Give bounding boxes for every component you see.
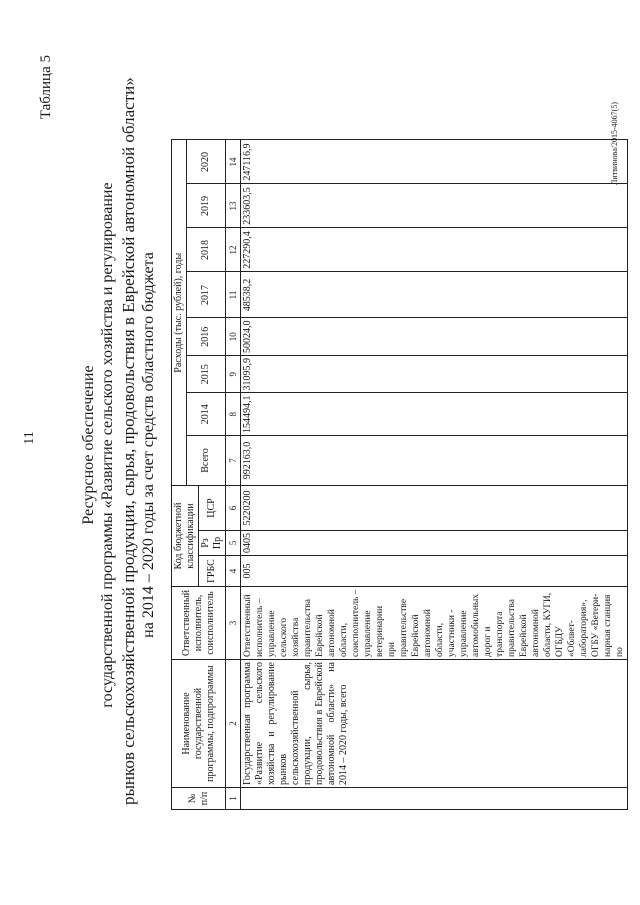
- row-value-2015: 31095,9: [241, 356, 628, 394]
- header-year-2020: 2020: [187, 140, 226, 184]
- column-number: 7: [226, 436, 241, 486]
- column-number: 4: [226, 556, 241, 587]
- resource-table: [171, 140, 628, 811]
- row-program-name: [241, 660, 628, 788]
- header-csr: ЦСР: [199, 486, 226, 531]
- header-year-2014: 2014: [187, 393, 226, 436]
- title-line-2: государственной программы «Развитие сельского хозяйства и регулирование: [99, 182, 116, 708]
- row-program-period: на 2014 – 2020 годы, всего: [326, 662, 349, 785]
- column-number: 5: [226, 531, 241, 556]
- row-program-title: Государственная программа «Развитие сельского хозяйства и регулирование рынков сельскохозяйственной продукции, сырья, продовольствия в Еврейской автономной области»: [242, 662, 337, 785]
- row-grbs: 005: [241, 556, 628, 587]
- header-year-2016: 2016: [187, 318, 226, 356]
- title-line-3: рынков сельскохозяйственной продукции, сырья, продовольствия в Еврейской автономной области»: [119, 77, 138, 805]
- header-year-2018: 2018: [187, 228, 226, 272]
- column-number: 9: [226, 356, 241, 394]
- header-year-2015: 2015: [187, 356, 226, 394]
- header-name: Наименование государственной программы, подпрограммы: [172, 660, 226, 788]
- row-executor: Ответственный исполнитель – управление сельского хозяйства правительства Еврейской автономной области, соисполнитель – управление ветеринарии при правительстве Еврейской автономной области, участники - управление автомобильных дорог и транспорта правительства Еврейской автономной области, КУГИ, ОГБДУ «Облвет-лаборатория», ОГБУ «Ветери-нарная станция по: [241, 587, 628, 660]
- row-value-2018: 227290,4: [241, 228, 628, 272]
- header-executor: Ответственный исполнитель, соисполнитель: [172, 587, 226, 660]
- row-num: [241, 788, 628, 810]
- header-year-2017: 2017: [187, 272, 226, 318]
- row-rzpr: 0405: [241, 531, 628, 556]
- row-total: 992163,0: [241, 436, 628, 486]
- header-expenses: Расходы (тыс. рублей), годы: [172, 140, 187, 486]
- column-number: 6: [226, 486, 241, 531]
- row-value-2020: 247116,9: [241, 140, 628, 184]
- page-number: 11: [22, 431, 37, 445]
- table-row: [241, 140, 628, 810]
- column-number: 13: [226, 184, 241, 228]
- header-total: Всего: [187, 436, 226, 486]
- column-number: 3: [226, 587, 241, 660]
- document-footer: Литвинова/2015-4067(5): [610, 102, 619, 185]
- table-label: Таблица 5: [38, 55, 54, 120]
- header-year-2019: 2019: [187, 184, 226, 228]
- title-line-1: Ресурсное обеспечение: [80, 365, 97, 525]
- header-rzpr: Рз Пр: [199, 531, 226, 556]
- header-budget-code: Код бюджетной классификации: [172, 486, 199, 587]
- column-number: 2: [226, 660, 241, 788]
- row-value-2014: 154494,1: [241, 393, 628, 436]
- column-number: 11: [226, 272, 241, 318]
- row-value-2016: 50024,0: [241, 318, 628, 356]
- header-grbs: ГРБС: [199, 556, 226, 587]
- column-number: 10: [226, 318, 241, 356]
- row-csr: 5220200: [241, 486, 628, 531]
- column-number: 8: [226, 393, 241, 436]
- column-number: 12: [226, 228, 241, 272]
- title-line-4: на 2014 – 2020 годы за счет средств областного бюджета: [140, 252, 157, 638]
- column-number: 14: [226, 140, 241, 184]
- row-value-2019: 233603,5: [241, 184, 628, 228]
- header-num: № п/п: [172, 788, 226, 810]
- column-number: 1: [226, 788, 241, 810]
- row-value-2017: 48538,2: [241, 272, 628, 318]
